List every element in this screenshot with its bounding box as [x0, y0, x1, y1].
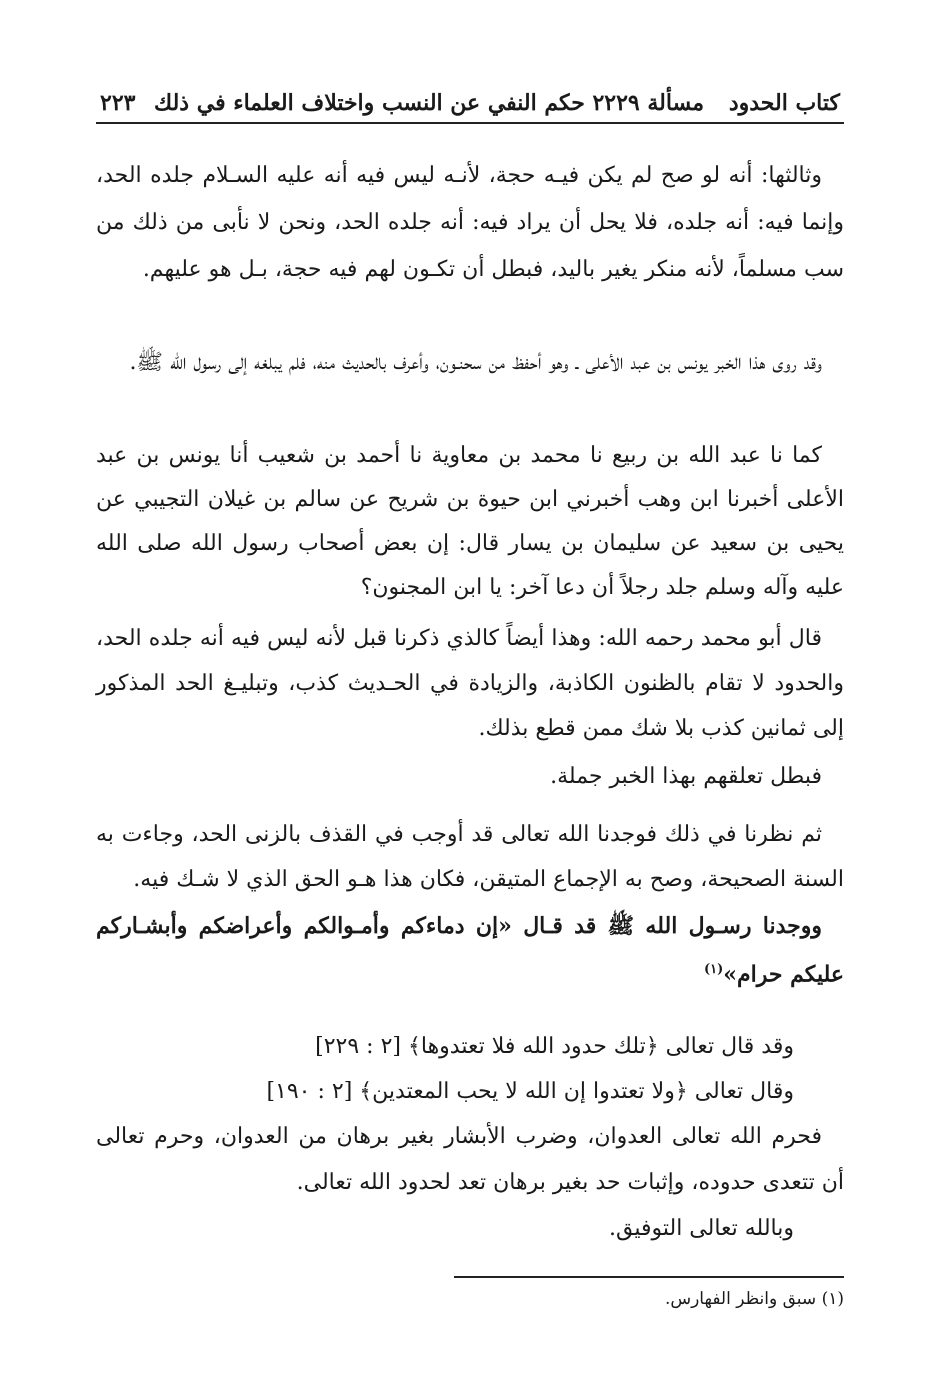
footnote-divider [454, 1276, 844, 1278]
paragraph-5: فبطل تعلقهم بهذا الخبر جملة. [550, 764, 822, 789]
book-page [96, 82, 844, 1309]
running-header [96, 82, 844, 124]
paragraph-3: كما نا عبد الله بن ربيع نا محمد بن معاوية نا أحمد بن شعيب أنا يونس بن عبد الأعلى أخبرنا ابن وهب أخبرني ابن حيوة بن شريح عن سالم بن غيلان التجيبي عن يحيى بن سعيد عن سليمان بن يسار قال: إن بعض أصحاب رسول الله صلى الله عليه وآله وسلم جلد رجلاً أن دعا آخر: يا ابن المجنون؟ [96, 443, 844, 600]
paragraph-9: فحرم الله تعالى العدوان، وضرب الأبشار بغير برهان من العدوان، وحرم تعالى أن تتعدى حدوده، وإثبات حد بغير برهان تعد لحدود الله تعالى. [96, 1124, 844, 1195]
hadith-text: ووجدنا رسـول الله ﷺ قد قـال «إن دماءكم وأمـوالكم وأعراضكم وأبشـاركم عليكم حرام» [96, 913, 844, 988]
verse-line-2: وقال تعالى ﴿ولا تعتدوا إن الله لا يحب المعتدين﴾ [٢ : ١٩٠] [266, 1079, 794, 1104]
book-title: كتاب الحدود [728, 90, 840, 116]
quran-quotes [96, 1024, 844, 1114]
section-title: مسألة ٢٢٢٩ حكم النفي عن النسب واختلاف العلماء في ذلك [154, 90, 704, 116]
closing-line: وبالله تعالى التوفيق. [608, 1216, 794, 1241]
paragraph-1: وثالثها: أنه لو صح لم يكن فيـه حجة، لأنـه ليس فيه أنه عليه السـلام جلده الحد، وإنما فيه: أنه جلده، فلا يحل أن يراد فيه: أنه جلده الحد، ونحن لا نأبى من ذلك من سب مسلماً، لأنه منكر يغير باليد، فبطل أن تكـون لهم فيه حجة، بـل هو عليهم. [96, 163, 844, 282]
verse-line-1: وقد قال تعالى ﴿تلك حدود الله فلا تعتدوها﴾ [٢ : ٢٢٩] [315, 1034, 794, 1059]
page-number: ٢٢٣ [100, 90, 136, 116]
footnote: (١) سبق وانظر الفهارس. [664, 1289, 844, 1309]
paragraph-4: قال أبو محمد رحمه الله: وهذا أيضاً كالذي ذكرنا قبل لأنه ليس فيه أنه جلده الحد، والحدود لا تقام بالظنون الكاذبة، والزيادة في الحـديث كذب، وتبليـغ الحد المذكور إلى ثمانين كذب بلا شك ممن قطع بذلك. [96, 626, 844, 741]
paragraph-6: ثم نظرنا في ذلك فوجدنا الله تعالى قد أوجب في القذف بالزنى الحد، وجاءت به السنة الصحيحة، وصح به الإجماع المتيقن، فكان هذا هـو الحق الذي لا شـك فيه. [96, 822, 844, 892]
footnote-ref: (١) [703, 962, 724, 977]
paragraph-7 [96, 904, 844, 996]
paragraph-2: وقد روى هذا الخبر يونس بن عبد الأعلى ـ وهو أحفظ من سحنـون، وأعرف بالحديث منه، فلم يبلغه إلى رسول الله ﷺ. [129, 350, 822, 375]
